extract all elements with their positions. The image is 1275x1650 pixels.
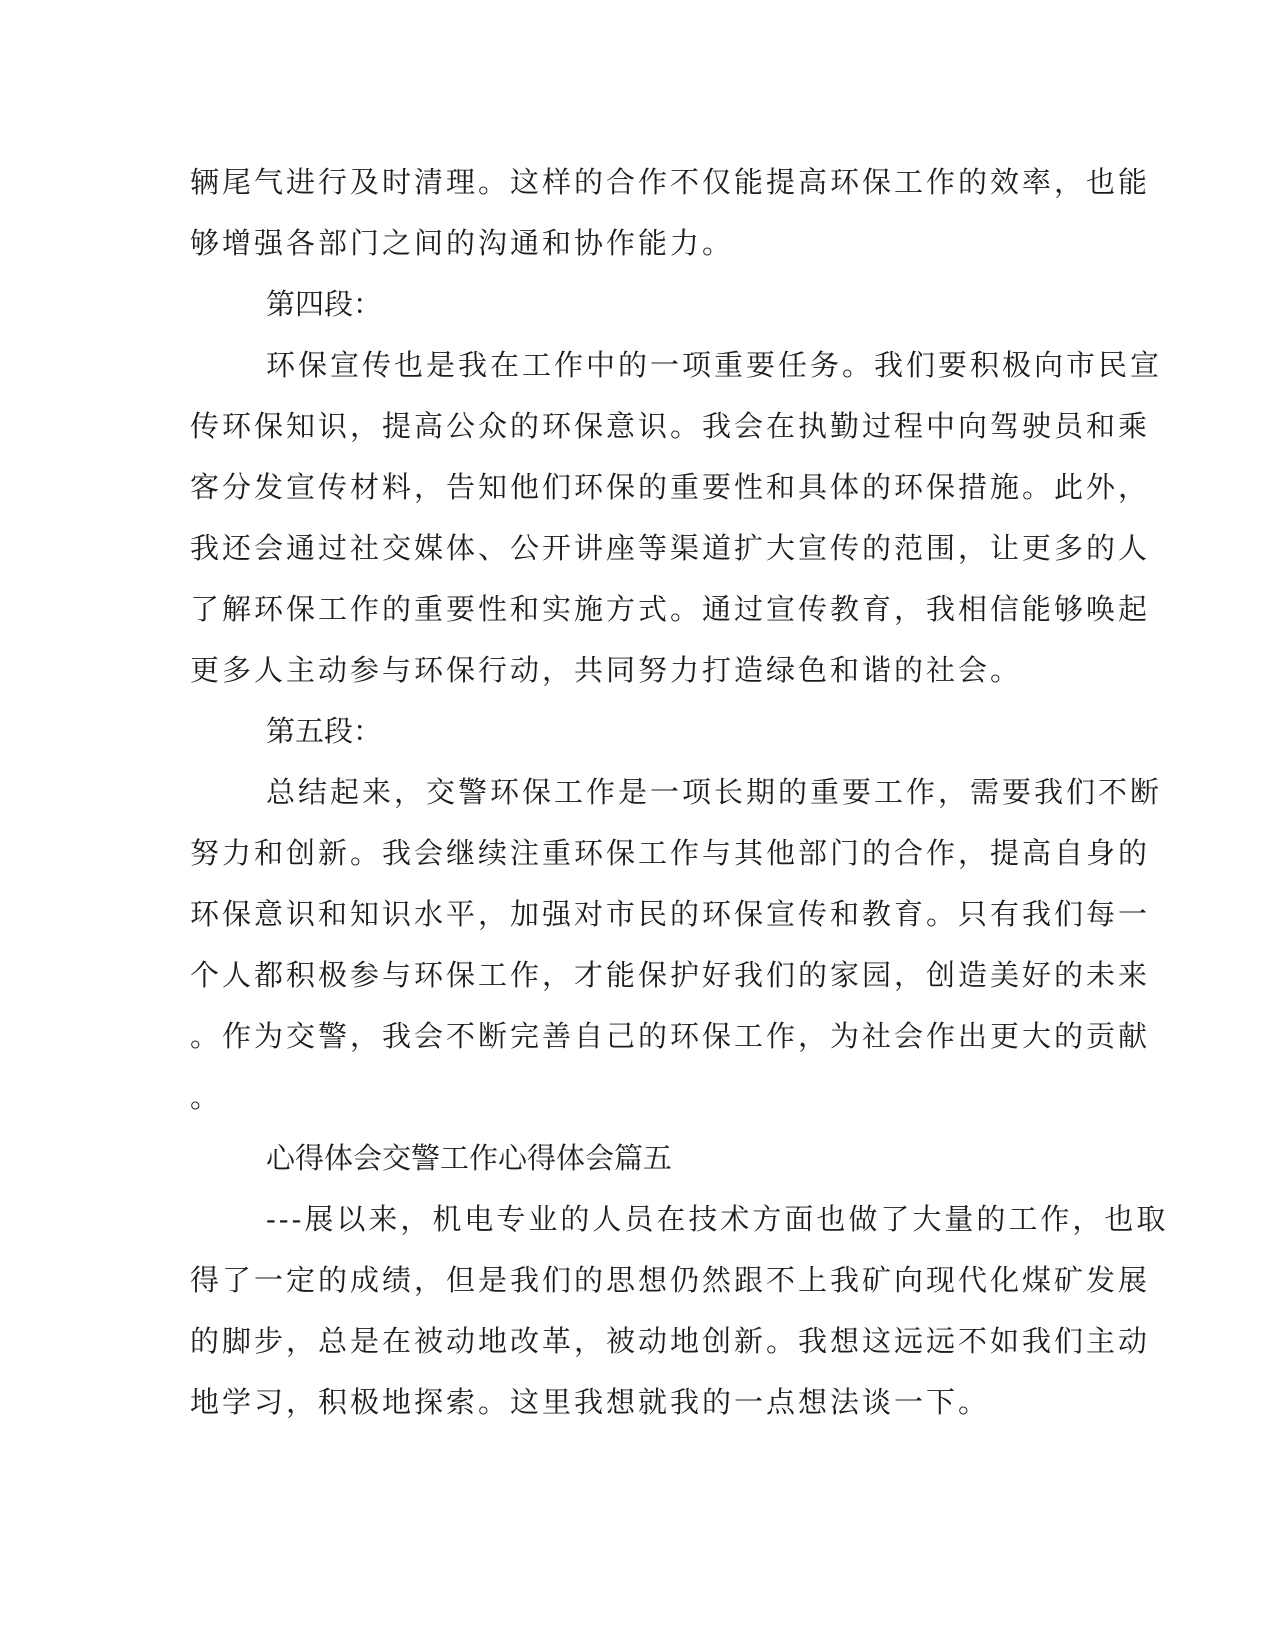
text-line: 得了一定的成绩，但是我们的思想仍然跟不上我矿向现代化煤矿发展	[190, 1263, 1151, 1297]
text-line: 够增强各部门之间的沟通和协作能力。	[190, 226, 735, 260]
section-heading-5: 第五段：	[266, 714, 383, 748]
text-line: 努力和创新。我会继续注重环保工作与其他部门的合作，提高自身的	[190, 836, 1151, 870]
text-line: 。	[190, 1080, 223, 1114]
paragraph-start: ---展以来，机电专业的人员在技术方面也做了大量的工作，也取	[266, 1202, 1169, 1236]
text-line: 环保意识和知识水平，加强对市民的环保宣传和教育。只有我们每一	[190, 897, 1151, 931]
text-line: 的脚步，总是在被动地改革，被动地创新。我想这远远不如我们主动	[190, 1324, 1151, 1358]
text-line: 更多人主动参与环保行动，共同努力打造绿色和谐的社会。	[190, 653, 1023, 687]
paragraph-start: 环保宣传也是我在工作中的一项重要任务。我们要积极向市民宣	[266, 348, 1163, 382]
text-line: 传环保知识，提高公众的环保意识。我会在执勤过程中向驾驶员和乘	[190, 409, 1151, 443]
document-body	[190, 152, 1169, 1433]
text-line: 客分发宣传材料，告知他们环保的重要性和具体的环保措施。此外，	[190, 470, 1151, 504]
text-line: 了解环保工作的重要性和实施方式。通过宣传教育，我相信能够唤起	[190, 592, 1151, 626]
text-line: 地学习，积极地探索。这里我想就我的一点想法谈一下。	[190, 1385, 991, 1419]
text-line: 个人都积极参与环保工作，才能保护好我们的家园，创造美好的未来	[190, 958, 1151, 992]
paragraph-start: 总结起来，交警环保工作是一项长期的重要工作，需要我们不断	[266, 775, 1163, 809]
section-heading-4: 第四段：	[266, 287, 383, 321]
text-line: 。作为交警，我会不断完善自己的环保工作，为社会作出更大的贡献	[190, 1019, 1151, 1053]
text-line: 我还会通过社交媒体、公开讲座等渠道扩大宣传的范围，让更多的人	[190, 531, 1151, 565]
article-title: 心得体会交警工作心得体会篇五	[266, 1141, 673, 1175]
text-line: 辆尾气进行及时清理。这样的合作不仅能提高环保工作的效率，也能	[190, 165, 1151, 199]
